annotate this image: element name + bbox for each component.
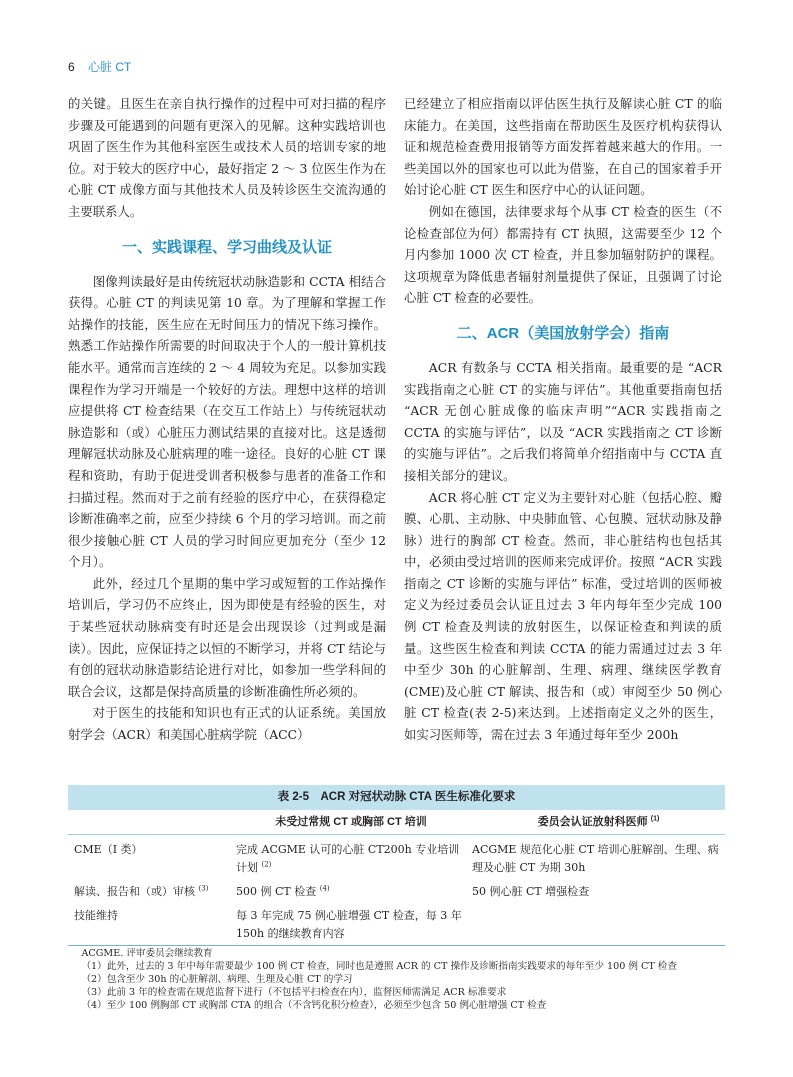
book-title: 心脏 CT <box>88 60 132 74</box>
table-note: （3）此前 3 年的检查需在规范监督下进行（不包括平扫检查在内），监督医师需满足 ACR 标准要求 <box>81 987 507 998</box>
table-note: （4）至少 100 例胸部 CT 或胸部 CTA 的组合（不含钙化积分检查），必须至少包含 50 例心脏增强 CT 检查 <box>81 1000 547 1011</box>
paragraph: 图像判读最好是由传统冠状动脉造影和 CCTA 相结合获得。心脏 CT 的判读见第 10 章。为了理解和掌握工作站操作的技能，医生应在无时间压力的情况下练习操作。熟悉工作站操作所需要的时间取决于个人的一般计算机技能水平。通常而言连续的 2 ～ 4 周较为充足。以参加实践课程作为学习开端是一个较好的方法。理想中这样的培训应提供将 CT 检查结果（在交互工作站上）与传统冠状动脉造影和（或）心脏压力测试结果的直接对比。这是透彻理解冠状动脉及心脏病理的唯一途径。良好的心脏 CT 课程和资助，有助于促进受训者积极参与患者的准备工作和扫描过程。然而对于之前有经验的医疗中心，在获得稳定诊断准确率之前，应至少持续 6 个月的学习培训。而之前很少接触心脏 CT 人员的学习时间应更加充分（至少 12 个月）。 <box>68 273 386 570</box>
table-header-cell: 委员会认证放射科医师 $^{(1)}$ <box>537 815 660 828</box>
table-cell: 完成 ACGME 认可的心脏 CT200h 专业培训计划 $^{(2)}$ <box>236 843 460 874</box>
paragraph: 例如在德国，法律要求每个从事 CT 检查的医生（不论检查部位为何）都需持有 CT 执照，这需要至少 12 个月内参加 1000 次 CT 检查，并且参加辐射防护的课程。这项规章为降低患者辐射剂量提供了保证，且强调了讨论心脏 CT 检查的必要性。 <box>404 203 722 306</box>
footnote-ref: (3) <box>198 884 209 893</box>
table-cell: ACGME 规范化心脏 CT 培训心脏解剖、生理、病理及心脏 CT 为期 30h <box>472 843 719 874</box>
left-column <box>68 93 386 746</box>
section-heading-2: 二、ACR（美国放射学会）指南 <box>456 324 670 342</box>
table-2-5 <box>68 785 725 946</box>
table-cell: 500 例 CT 检查 $^{(4)}$ <box>236 884 330 898</box>
paragraph: 的关键。且医生在亲自执行操作的过程中可对扫描的程序步骤及可能遇到的问题有更深入的见解。这种实践培训也巩固了医生作为其他科室医生或技术人员的培训专家的地位。对于较大的医疗中心，最好指定 2 ～ 3 位医生作为在心脏 CT 成像方面与其他技术人员及转诊医生交流沟通的主要联系人。 <box>68 96 386 219</box>
paragraph: 此外，经过几个星期的集中学习或短暂的工作站操作培训后，学习仍不应终止，因为即使是有经验的医生，对于某些冠状动脉病变有时还是会出现误诊（过判或是漏读）。因此，应保证持之以恒的不断学习，并将 CT 结论与有创的冠状动脉造影结论进行对比，如参加一些学科间的联合会议，这都是保持高质量的诊断准确性所必须的。 <box>68 575 386 699</box>
table-header-cell <box>68 810 236 834</box>
paragraph: 已经建立了相应指南以评估医生执行及解读心脏 CT 的临床能力。在美国，这些指南在帮助医生及医疗机构获得认证和规范检查费用报销等方面发挥着越来越大的作用。一些美国以外的国家也可以此为借鉴，在自己的国家着手开始讨论心脏 CT 医生和医疗中心的认证问题。 <box>404 96 722 198</box>
table-cell: 50 例心脏 CT 增强检查 <box>472 885 590 898</box>
page-number: 6 <box>68 60 75 74</box>
table-row <box>68 877 725 901</box>
footnote-ref: (4) <box>319 884 330 893</box>
table-body <box>68 835 725 946</box>
table-note: （2）包含至少 30h 的心脏解剖、病理、生理及心脏 CT 的学习 <box>81 974 353 985</box>
table-row <box>68 901 725 943</box>
table-cell: 每 3 年完成 75 例心脏增强 CT 检查，每 3 年 150h 的继续教育内容 <box>236 909 462 940</box>
paragraph: ACR 将心脏 CT 定义为主要针对心脏（包括心腔、瓣膜、心肌、主动脉、中央肺血管、心包膜、冠状动脉及静脉）进行的胸部 CT 检查。然而，非心脏结构也包括其中，必须由受过培训的医师来完成评价。按照 “ACR 实践指南之 CT 诊断的实施与评估” 标准，受过培训的医师被定义为经过委员会认证且过去 3 年内每年至少完成 100 例 CT 检查及判读的放射医生，以保证检查和判读的质量。这些医生检查和判读 CCTA 的能力需通过过去 3 年中至少 30h 的心脏解剖、生理、病理、继续医学教育(CME)及心脏 CT 解读、报告和（或）审阅至少 50 例心脏 CT 检查(表 2-5)来达到。上述指南定义之外的医生，如实习医师等，需在过去 3 年通过每年至少 200h <box>404 489 722 743</box>
table-cell <box>472 907 725 943</box>
table-notes <box>68 947 725 1012</box>
table-caption: 表 2-5 ACR 对冠状动脉 CTA 医生标准化要求 <box>68 785 725 810</box>
table-cell: 技能维持 <box>74 909 118 922</box>
table-row <box>68 835 725 877</box>
paragraph: ACR 有数条与 CCTA 相关指南。最重要的是 “ACR 实践指南之心脏 CT 的实施与评估”。其他重要指南包括 “ACR 无创心脏成像的临床声明”“ACR 实践指南之 CCTA 的实施与评估”，以及 “ACR 实践指南之 CT 诊断的实施与评估”。之后我们将简单介绍指南中与 CCTA 直接相关部分的建议。 <box>404 359 722 483</box>
table-cell: 解读、报告和（或）审核 $^{(3)}$ <box>74 884 209 898</box>
paragraph: 对于医生的技能和知识也有正式的认证系统。美国放射学会（ACR）和美国心脏病学院（ACC） <box>68 705 386 743</box>
table-note: ACGME. 评审委员会继续教育 <box>81 948 213 959</box>
running-head <box>68 58 131 75</box>
right-column <box>404 93 722 746</box>
footnote-ref: (2) <box>261 860 272 869</box>
footnote-ref: (1) <box>650 815 660 823</box>
table-cell: CME（I 类） <box>74 843 143 856</box>
table-note: （1）此外，过去的 3 年中每年需要最少 100 例 CT 检查，同时也是遵照 ACR 的 CT 操作及诊断指南实践要求的每年至少 100 例 CT 检查 <box>81 961 677 972</box>
section-heading-1: 一、实践课程、学习曲线及认证 <box>121 238 332 256</box>
table-header-row <box>68 810 725 835</box>
table-header-cell: 未受过常规 CT 或胸部 CT 培训 <box>275 816 427 828</box>
